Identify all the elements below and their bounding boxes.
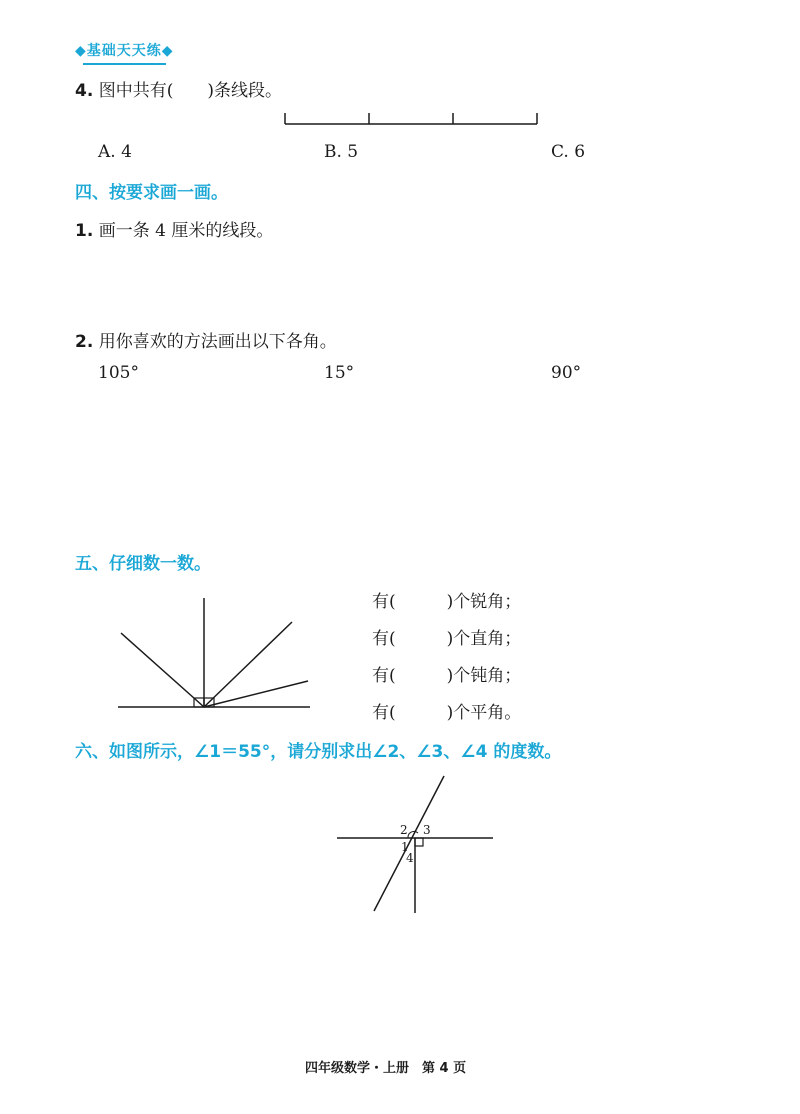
question-number: 4. bbox=[75, 81, 94, 101]
angle-label-3: 3 bbox=[423, 823, 431, 837]
option-b: B. 5 bbox=[324, 142, 359, 162]
header-tag-text: ◆基础天天练◆ bbox=[75, 43, 174, 59]
angle-105: 105° bbox=[98, 363, 139, 383]
count-acute: 有( )个锐角； bbox=[372, 592, 522, 612]
option-c: C. 6 bbox=[551, 142, 586, 162]
page-footer: 四年级数学・上册 第 4 页 bbox=[305, 1061, 467, 1076]
angle-label-4: 4 bbox=[406, 851, 414, 865]
question-text: 用你喜欢的方法画出以下各角。 bbox=[98, 332, 337, 352]
question-number: 1. bbox=[75, 221, 94, 241]
question-number: 2. bbox=[75, 332, 94, 352]
section-5-title: 五、仔细数一数。 bbox=[75, 554, 211, 574]
question-text: 画一条 4 厘米的线段。 bbox=[98, 221, 274, 241]
angle-label-2: 2 bbox=[400, 823, 408, 837]
section-4-title: 四、按要求画一画。 bbox=[75, 183, 228, 203]
option-a: A. 4 bbox=[98, 142, 132, 162]
count-obtuse: 有( )个钝角； bbox=[372, 666, 522, 686]
section-6-title: 六、如图所示，∠1＝55°，请分别求出∠2、∠3、∠4 的度数。 bbox=[75, 742, 562, 762]
count-right: 有( )个直角； bbox=[372, 629, 522, 649]
count-straight: 有( )个平角。 bbox=[372, 703, 522, 723]
question-text: 图中共有( )条线段。 bbox=[98, 81, 282, 101]
angle-15: 15° bbox=[324, 363, 355, 383]
angle-90: 90° bbox=[551, 363, 582, 383]
angle-label-1: 1 bbox=[401, 840, 409, 854]
